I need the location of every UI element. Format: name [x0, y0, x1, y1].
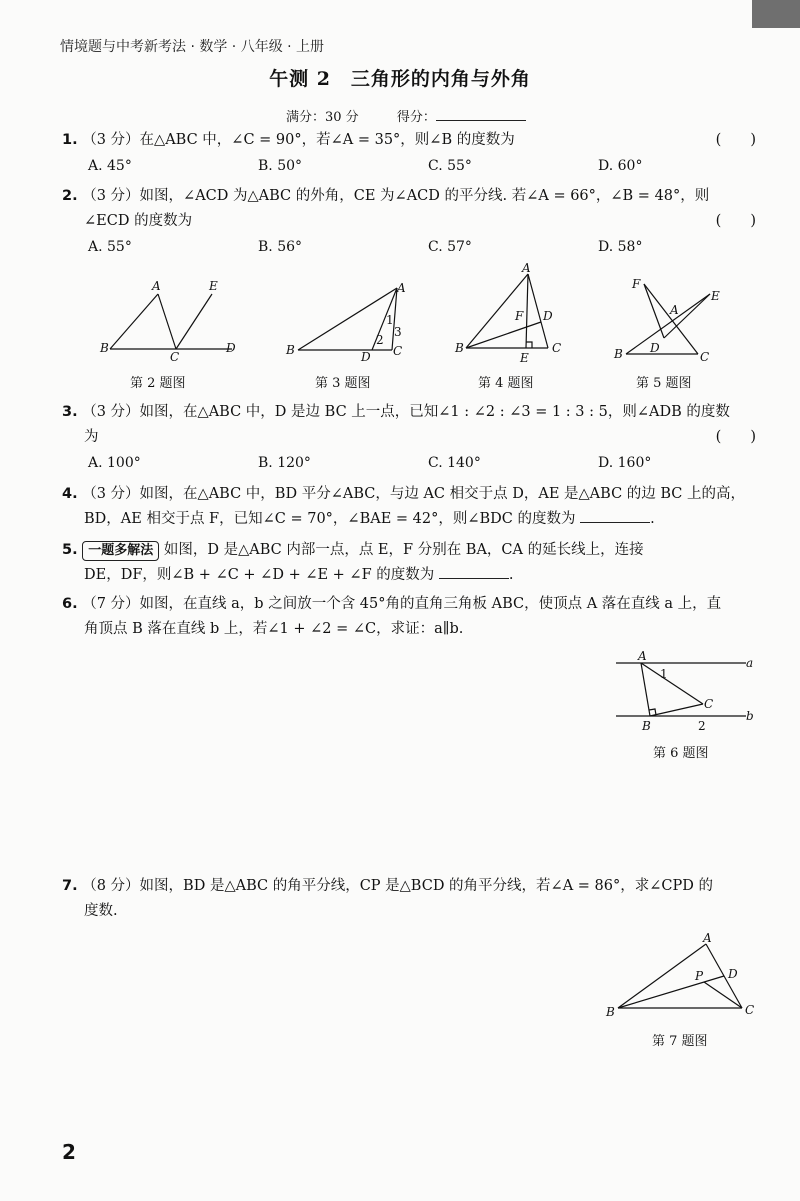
- svg-text:A: A: [703, 931, 712, 945]
- question-number: 1.: [62, 132, 78, 148]
- svg-text:C: C: [704, 697, 714, 711]
- svg-text:E: E: [209, 279, 218, 293]
- svg-text:D: D: [728, 967, 738, 981]
- question-5: 5. 一题多解法 如图，D 是△ABC 内部一点，点 E，F 分别在 BA，CA 的延长线上，连接 DE，DF，则∠B + ∠C + ∠D + ∠E + ∠F 的度数为 .: [62, 542, 644, 583]
- svg-text:D: D: [650, 341, 660, 355]
- option-b: B. 50°: [258, 158, 303, 174]
- svg-text:C: C: [745, 1003, 755, 1017]
- figure-5: [626, 284, 710, 354]
- svg-text:A: A: [670, 303, 679, 317]
- question-text: （7 分）如图，在直线 a，b 之间放一个含 45°角的直角三角板 ABC，使顶点 A 落在直线 a 上，直: [82, 596, 722, 612]
- figure-3-caption: 第 3 题图: [315, 376, 371, 391]
- question-text: DE，DF，则∠B + ∠C + ∠D + ∠E + ∠F 的度数为: [84, 567, 435, 583]
- question-number: 7.: [62, 878, 78, 894]
- question-text: ∠ECD 的度数为: [84, 213, 193, 229]
- multi-solution-tag: 一题多解法: [82, 541, 159, 561]
- question-text: 角顶点 B 落在直线 b 上，若∠1 + ∠2 = ∠C，求证：a∥b.: [84, 621, 464, 637]
- svg-text:D: D: [226, 341, 236, 355]
- option-a: A. 55°: [88, 239, 132, 255]
- option-d: D. 60°: [598, 158, 643, 174]
- svg-text:A: A: [522, 262, 531, 275]
- svg-text:C: C: [170, 350, 180, 364]
- question-6: [62, 592, 756, 642]
- score-label: 得分：: [397, 110, 560, 125]
- score-blank[interactable]: [436, 108, 526, 121]
- question-text: （3 分）如图，∠ACD 为△ABC 的外角，CE 为∠ACD 的平分线. 若∠A = 66°，∠B = 48°，则: [82, 188, 710, 204]
- page-corner-shadow: [752, 0, 800, 28]
- figure-2: [110, 294, 232, 349]
- svg-text:C: C: [700, 350, 710, 364]
- option-c: C. 55°: [428, 158, 472, 174]
- svg-text:P: P: [695, 969, 704, 983]
- question-number: 5.: [62, 542, 78, 558]
- question-number: 4.: [62, 486, 78, 502]
- answer-blank[interactable]: [580, 508, 650, 523]
- svg-text:2: 2: [376, 333, 384, 347]
- svg-text:F: F: [632, 277, 641, 291]
- answer-bracket[interactable]: ( ): [715, 213, 756, 229]
- svg-text:D: D: [543, 309, 553, 323]
- figure-row: [0, 262, 800, 372]
- question-text: （3 分）如图，在△ABC 中，BD 平分∠ABC，与边 AC 相交于点 D，AE 是△ABC 的边 BC 上的高，: [82, 486, 746, 502]
- figure-7-caption: 第 7 题图: [652, 1034, 708, 1049]
- option-b: B. 120°: [258, 455, 311, 471]
- answer-blank[interactable]: [439, 564, 509, 579]
- svg-text:A: A: [638, 649, 647, 663]
- figure-7: [600, 930, 760, 1026]
- page-number: 2: [62, 1140, 76, 1164]
- svg-text:D: D: [361, 350, 371, 364]
- svg-text:b: b: [746, 709, 754, 723]
- svg-text:C: C: [552, 341, 562, 355]
- svg-text:1: 1: [386, 313, 394, 327]
- question-text: 为: [84, 429, 99, 445]
- question-number: 2.: [62, 188, 78, 204]
- figure-4: [466, 274, 548, 348]
- svg-text:A: A: [397, 281, 406, 295]
- answer-bracket[interactable]: ( ): [715, 429, 756, 445]
- svg-text:B: B: [455, 341, 464, 355]
- svg-text:3: 3: [394, 325, 402, 339]
- question-3: [62, 400, 756, 450]
- svg-text:B: B: [642, 719, 651, 733]
- running-header: 情境题与中考新考法 · 数学 · 八年级 · 上册: [60, 39, 325, 55]
- svg-text:B: B: [100, 341, 109, 355]
- svg-text:1: 1: [660, 667, 668, 681]
- score-line: [286, 106, 594, 125]
- figure-6-caption: 第 6 题图: [653, 746, 709, 761]
- question-text: 如图，D 是△ABC 内部一点，点 E，F 分别在 BA，CA 的延长线上，连接: [163, 542, 644, 558]
- page-title: 午测 2 三角形的内角与外角: [269, 68, 531, 90]
- svg-text:B: B: [286, 343, 295, 357]
- question-text: BD，AE 相交于点 F，已知∠C = 70°，∠BAE = 42°，则∠BDC 的度数为: [84, 511, 576, 527]
- question-1: [62, 128, 756, 153]
- answer-bracket[interactable]: ( ): [715, 132, 756, 148]
- full-score: 满分：30 分: [286, 110, 359, 125]
- question-text: （3 分）如图，在△ABC 中，D 是边 BC 上一点，已知∠1 : ∠2 : ∠3 = 1 : 3 : 5，则∠ADB 的度数: [82, 404, 730, 420]
- svg-text:C: C: [393, 344, 403, 358]
- question-text: （3 分）在△ABC 中，∠C = 90°，若∠A = 35°，则∠B 的度数为: [82, 132, 515, 148]
- question-number: 6.: [62, 596, 78, 612]
- option-d: D. 160°: [598, 455, 652, 471]
- figure-4-caption: 第 4 题图: [478, 376, 534, 391]
- svg-text:a: a: [746, 656, 754, 670]
- svg-text:B: B: [606, 1005, 615, 1019]
- question-2: [62, 184, 756, 234]
- question-number: 3.: [62, 404, 78, 420]
- svg-text:E: E: [520, 351, 529, 365]
- question-4: 4. （3 分）如图，在△ABC 中，BD 平分∠ABC，与边 AC 相交于点 D，AE 是△ABC 的边 BC 上的高， BD，AE 相交于点 F，已知∠C = 70°，∠BAE = 42°，则∠BDC 的度数为 .: [62, 486, 746, 527]
- figure-5-caption: 第 5 题图: [636, 376, 692, 391]
- svg-text:F: F: [515, 309, 524, 323]
- svg-text:2: 2: [698, 719, 706, 733]
- svg-text:B: B: [614, 347, 623, 361]
- option-c: C. 57°: [428, 239, 472, 255]
- option-b: B. 56°: [258, 239, 303, 255]
- question-text: （8 分）如图，BD 是△ABC 的角平分线，CP 是△BCD 的角平分线，若∠A = 86°，求∠CPD 的: [82, 878, 713, 894]
- svg-text:A: A: [152, 279, 161, 293]
- question-7: [62, 874, 756, 924]
- option-a: A. 45°: [88, 158, 132, 174]
- svg-text:E: E: [711, 289, 720, 303]
- figure-6: [608, 648, 758, 738]
- option-c: C. 140°: [428, 455, 481, 471]
- question-text: 度数.: [84, 903, 118, 919]
- option-d: D. 58°: [598, 239, 643, 255]
- figure-2-caption: 第 2 题图: [130, 376, 186, 391]
- option-a: A. 100°: [88, 455, 141, 471]
